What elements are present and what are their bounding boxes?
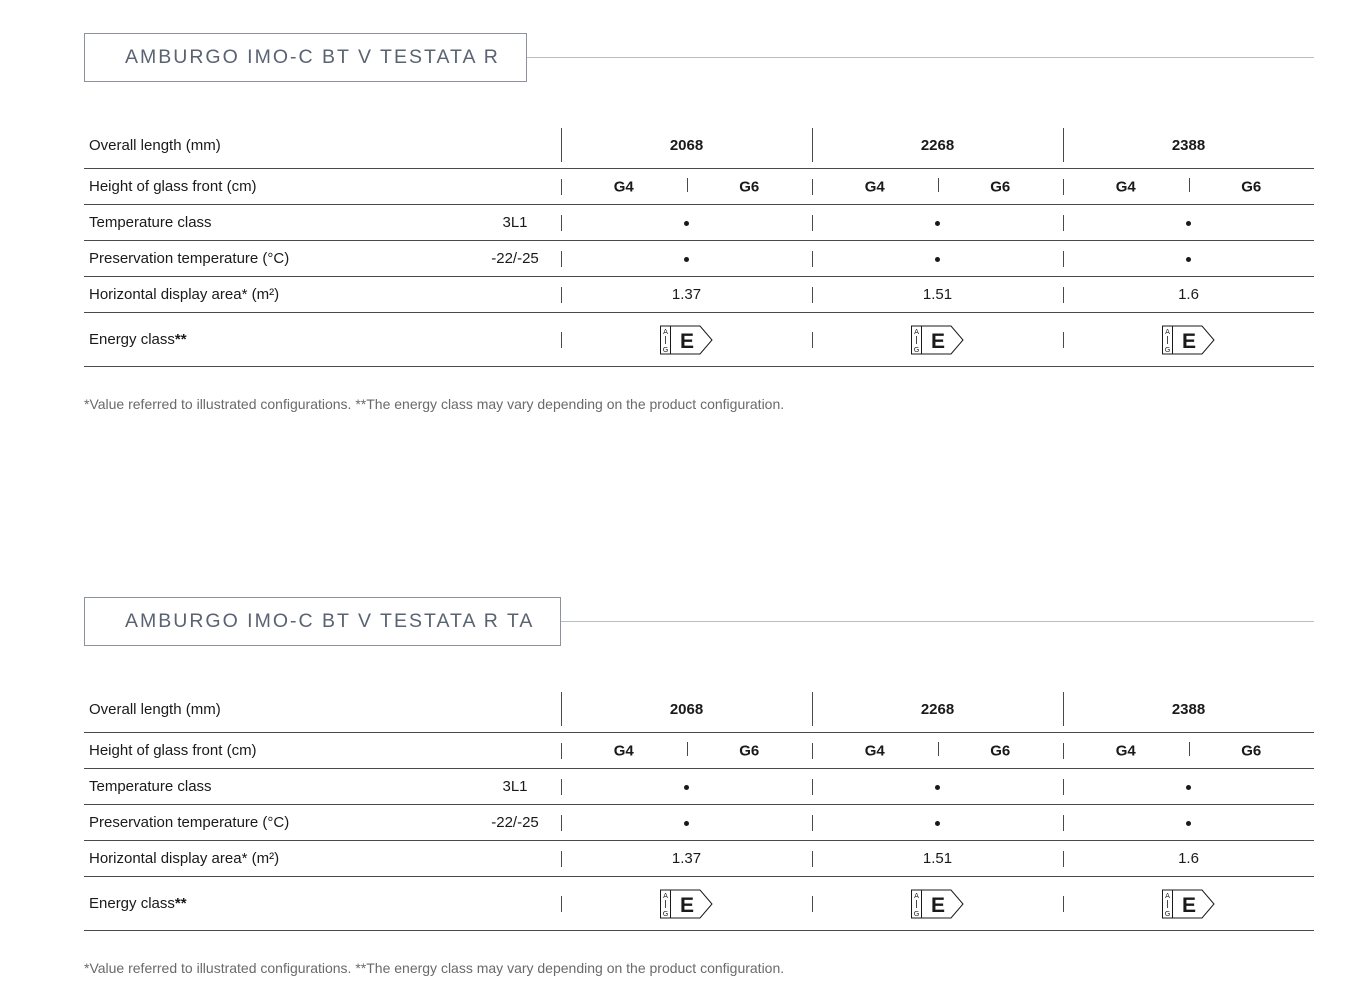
energy-class-label <box>84 877 561 931</box>
length-value: 2268 <box>920 136 955 154</box>
spec-section <box>84 33 1314 367</box>
temperature-class-label: Temperature class <box>89 778 212 795</box>
footnote: *Value referred to illustrated configurations. **The energy class may vary depending on the product configuration. <box>84 396 785 412</box>
area-cell <box>812 277 1063 313</box>
length-cell <box>812 686 1063 733</box>
temperature-class-value: 3L1 <box>502 214 528 231</box>
preservation-temperature-value: -22/-25 <box>491 250 539 267</box>
temperature-class-label: Temperature class <box>89 214 212 231</box>
glass-cell <box>1063 733 1314 769</box>
glass-cell <box>812 733 1063 769</box>
dot-cell <box>812 805 1063 841</box>
energy-class-value: E <box>1181 329 1196 353</box>
preservation-temperature-row <box>84 241 1314 277</box>
glass-g6: G6 <box>1241 178 1262 195</box>
energy-scale-bottom: G <box>662 909 668 918</box>
availability-dot <box>684 785 689 790</box>
availability-dot <box>684 821 689 826</box>
header-rule <box>561 621 1314 622</box>
energy-label-icon <box>1162 325 1216 355</box>
availability-dot <box>935 785 940 790</box>
energy-class-value: E <box>679 329 694 353</box>
glass-g6: G6 <box>1241 742 1262 759</box>
energy-label-icon <box>660 325 714 355</box>
glass-height-row <box>84 733 1314 769</box>
dot-cell <box>1063 205 1314 241</box>
glass-height-label: Height of glass front (cm) <box>89 178 257 195</box>
energy-class-label <box>84 313 561 367</box>
energy-cell <box>1063 313 1314 367</box>
glass-g6: G6 <box>990 178 1011 195</box>
preservation-temperature-row <box>84 805 1314 841</box>
length-cell <box>561 686 812 733</box>
overall-length-row <box>84 686 1314 733</box>
length-cell <box>812 122 1063 169</box>
dot-cell <box>561 241 812 277</box>
length-value: 2068 <box>669 700 704 718</box>
energy-class-value: E <box>1181 893 1196 917</box>
glass-g4: G4 <box>864 178 885 195</box>
availability-dot <box>935 221 940 226</box>
spec-table <box>84 686 1314 931</box>
overall-length-label: Overall length (mm) <box>89 136 221 154</box>
area-value: 1.6 <box>1178 850 1199 867</box>
length-value: 2388 <box>1171 700 1206 718</box>
display-area-row <box>84 277 1314 313</box>
energy-scale-bottom: G <box>913 909 919 918</box>
energy-cell <box>812 877 1063 931</box>
availability-dot <box>684 221 689 226</box>
energy-scale-top: A <box>913 891 919 900</box>
glass-cell <box>812 169 1063 205</box>
footnote: *Value referred to illustrated configurations. **The energy class may vary depending on the product configuration. <box>84 960 785 976</box>
display-area-row <box>84 841 1314 877</box>
glass-g4: G4 <box>613 742 634 759</box>
length-cell <box>1063 686 1314 733</box>
energy-cell <box>812 313 1063 367</box>
availability-dot <box>935 257 940 262</box>
section-header <box>84 597 1314 648</box>
energy-class-label-text: Energy class <box>89 895 175 912</box>
dot-cell <box>812 241 1063 277</box>
energy-class-footnote-mark: ** <box>174 331 187 348</box>
energy-cell <box>1063 877 1314 931</box>
availability-dot <box>684 257 689 262</box>
dot-cell <box>1063 241 1314 277</box>
energy-scale-bottom: G <box>662 345 668 354</box>
glass-g4: G4 <box>613 178 634 195</box>
length-cell <box>1063 122 1314 169</box>
area-cell <box>1063 277 1314 313</box>
section-title: AMBURGO IMO-C BT V TESTATA R TA <box>84 597 561 646</box>
energy-scale-top: A <box>913 327 919 336</box>
length-value: 2268 <box>920 700 955 718</box>
spec-section <box>84 597 1314 931</box>
preservation-temperature-value: -22/-25 <box>491 814 539 831</box>
energy-scale-bottom: G <box>1164 345 1170 354</box>
length-cell <box>561 122 812 169</box>
dot-cell <box>1063 805 1314 841</box>
length-value: 2388 <box>1171 136 1206 154</box>
temperature-class-row <box>84 769 1314 805</box>
energy-cell <box>561 877 812 931</box>
energy-class-row <box>84 313 1314 367</box>
energy-label-icon <box>660 889 714 919</box>
availability-dot <box>935 821 940 826</box>
length-value: 2068 <box>669 136 704 154</box>
energy-scale-bottom: G <box>913 345 919 354</box>
area-value: 1.37 <box>671 850 702 867</box>
glass-height-label: Height of glass front (cm) <box>89 742 257 759</box>
glass-cell <box>561 733 812 769</box>
availability-dot <box>1186 785 1191 790</box>
dot-cell <box>1063 769 1314 805</box>
dot-cell <box>561 205 812 241</box>
availability-dot <box>1186 821 1191 826</box>
section-title: AMBURGO IMO-C BT V TESTATA R <box>84 33 527 82</box>
glass-height-row <box>84 169 1314 205</box>
overall-length-label: Overall length (mm) <box>89 700 221 718</box>
preservation-temperature-label: Preservation temperature (°C) <box>89 814 290 831</box>
energy-class-value: E <box>930 329 945 353</box>
dot-cell <box>812 769 1063 805</box>
glass-g6: G6 <box>739 178 760 195</box>
energy-label-icon <box>911 889 965 919</box>
glass-cell <box>561 169 812 205</box>
area-cell <box>1063 841 1314 877</box>
energy-scale-top: A <box>1164 891 1170 900</box>
area-value: 1.51 <box>922 850 953 867</box>
display-area-label: Horizontal display area* (m²) <box>89 286 280 303</box>
glass-cell <box>1063 169 1314 205</box>
energy-scale-bottom: G <box>1164 909 1170 918</box>
energy-class-row <box>84 877 1314 931</box>
area-value: 1.37 <box>671 286 702 303</box>
overall-length-row <box>84 122 1314 169</box>
energy-label-icon <box>911 325 965 355</box>
glass-g4: G4 <box>1115 178 1136 195</box>
glass-g6: G6 <box>739 742 760 759</box>
energy-cell <box>561 313 812 367</box>
glass-g6: G6 <box>990 742 1011 759</box>
energy-label-icon <box>1162 889 1216 919</box>
temperature-class-value: 3L1 <box>502 778 528 795</box>
energy-class-footnote-mark: ** <box>174 895 187 912</box>
dot-cell <box>561 769 812 805</box>
energy-scale-top: A <box>1164 327 1170 336</box>
section-header <box>84 33 1314 84</box>
energy-scale-top: A <box>662 327 668 336</box>
dot-cell <box>561 805 812 841</box>
area-value: 1.51 <box>922 286 953 303</box>
area-cell <box>812 841 1063 877</box>
energy-class-value: E <box>930 893 945 917</box>
spec-table <box>84 122 1314 367</box>
area-cell <box>561 277 812 313</box>
header-rule <box>527 57 1314 58</box>
area-value: 1.6 <box>1178 286 1199 303</box>
temperature-class-row <box>84 205 1314 241</box>
energy-scale-top: A <box>662 891 668 900</box>
energy-class-label-text: Energy class <box>89 331 175 348</box>
area-cell <box>561 841 812 877</box>
energy-class-value: E <box>679 893 694 917</box>
glass-g4: G4 <box>1115 742 1136 759</box>
glass-g4: G4 <box>864 742 885 759</box>
display-area-label: Horizontal display area* (m²) <box>89 850 280 867</box>
dot-cell <box>812 205 1063 241</box>
preservation-temperature-label: Preservation temperature (°C) <box>89 250 290 267</box>
availability-dot <box>1186 257 1191 262</box>
availability-dot <box>1186 221 1191 226</box>
